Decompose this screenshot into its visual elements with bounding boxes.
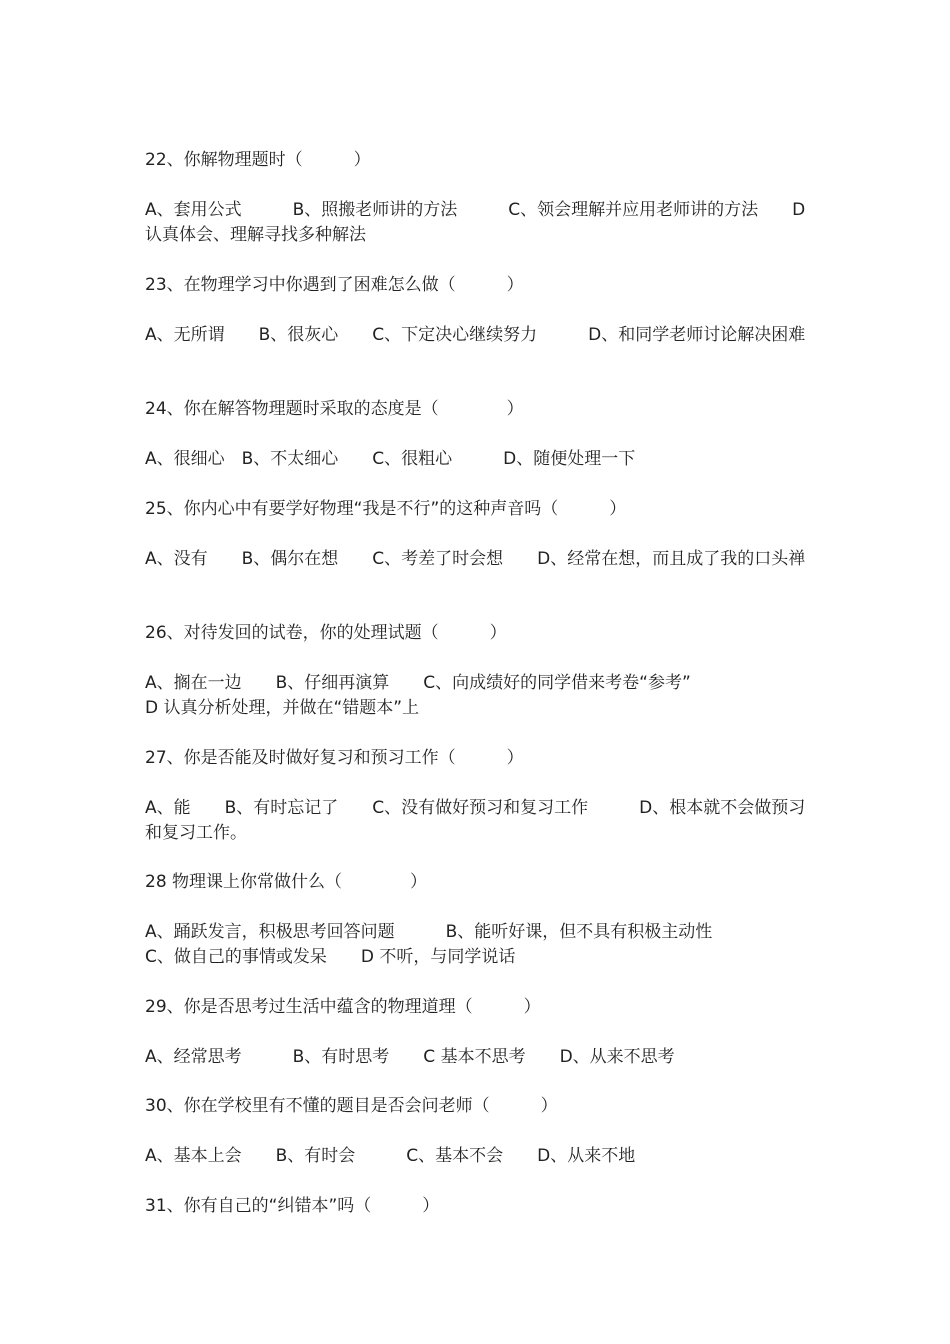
- question-26-options: A、搁在一边 B、仔细再演算 C、向成绩好的同学借来考卷“参考” D 认真分析处理，并做在“错题本”上: [145, 673, 691, 718]
- question-27-text: 27、你是否能及时做好复习和预习工作（ ）: [145, 748, 524, 768]
- question-31-text: 31、你有自己的“纠错本”吗（ ）: [145, 1196, 440, 1216]
- question-30-text: 30、你在学校里有不懂的题目是否会问老师（ ）: [145, 1096, 558, 1116]
- question-28-options: A、踊跃发言，积极思考回答问题 B、能听好课，但不具有积极主动性 C、做自己的事情或发呆 D 不听，与同学说话: [145, 922, 713, 967]
- question-24-text: 24、你在解答物理题时采取的态度是（ ）: [145, 399, 524, 419]
- question-30-options: A、基本上会 B、有时会 C、基本不会 D、从来不地: [145, 1146, 636, 1166]
- question-29-options: A、经常思考 B、有时思考 C 基本不思考 D、从来不思考: [145, 1047, 675, 1067]
- question-25-text: 25、你内心中有要学好物理“我是不行”的这种声音吗（ ）: [145, 499, 627, 519]
- question-28-text: 28 物理课上你常做什么（ ）: [145, 872, 428, 892]
- question-22-text: 22、你解物理题时（ ）: [145, 150, 371, 170]
- question-27-options: A、能 B、有时忘记了 C、没有做好预习和复习工作 D、根本就不会做预习和复习工作。: [145, 798, 806, 843]
- question-24-options: A、很细心 B、不太细心 C、很粗心 D、随便处理一下: [145, 449, 636, 469]
- question-22-options: A、套用公式 B、照搬老师讲的方法 C、领会理解并应用老师讲的方法 D 认真体会、理解寻找多种解法: [145, 200, 811, 245]
- question-23-text: 23、在物理学习中你遇到了困难怎么做（ ）: [145, 275, 524, 295]
- question-25-options: A、没有 B、偶尔在想 C、考差了时会想 D、经常在想，而且成了我的口头禅: [145, 549, 806, 569]
- question-26-text: 26、对待发回的试卷，你的处理试题（ ）: [145, 623, 507, 643]
- question-23-options: A、无所谓 B、很灰心 C、下定决心继续努力 D、和同学老师讨论解决困难: [145, 325, 806, 345]
- question-29-text: 29、你是否思考过生活中蕴含的物理道理（ ）: [145, 997, 541, 1017]
